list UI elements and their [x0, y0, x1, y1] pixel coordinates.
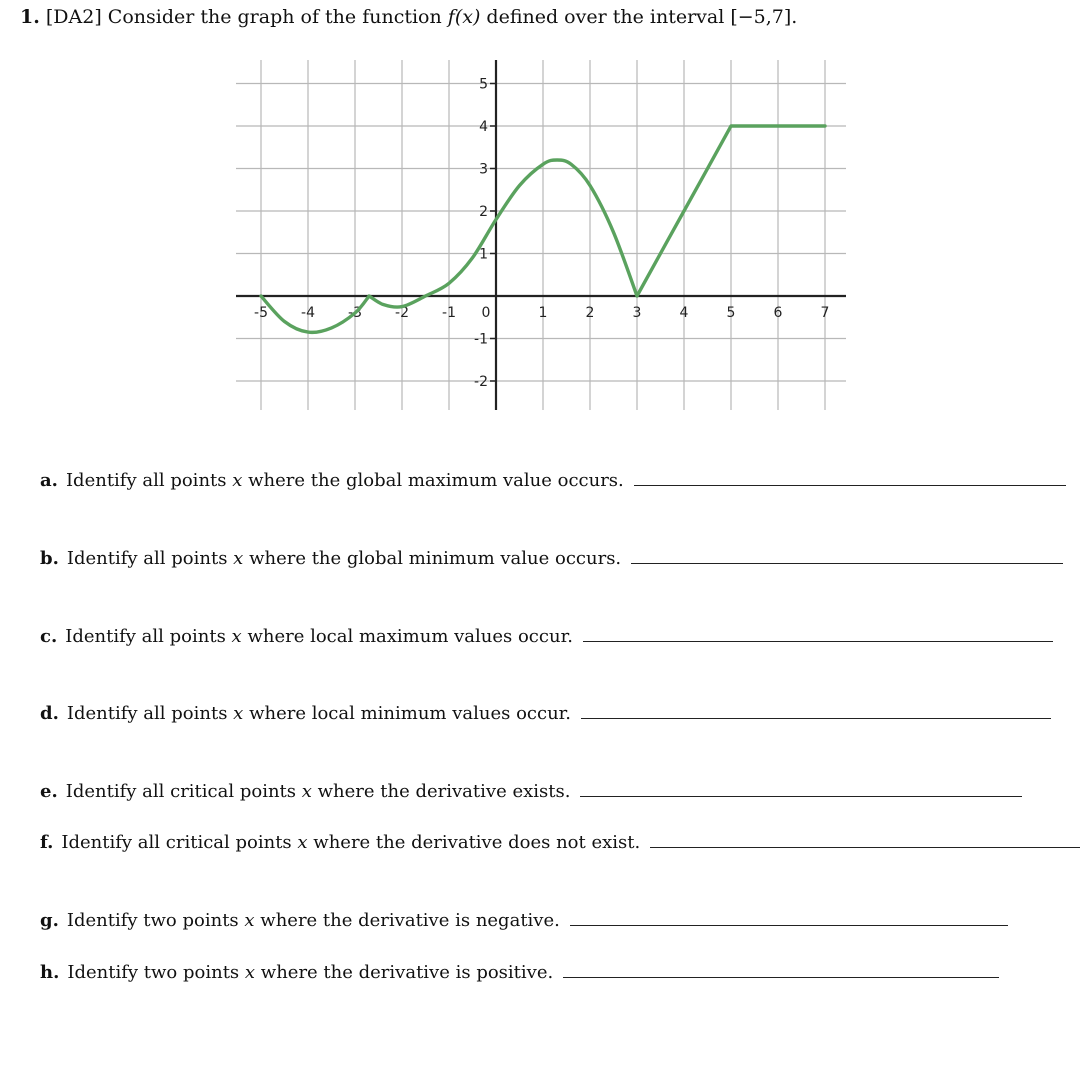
question-text: Identify all points: [65, 470, 227, 491]
question-text: Identify all points: [65, 626, 226, 647]
x-tick-label: 2: [585, 305, 595, 321]
question-text: Identify all critical points: [61, 832, 292, 853]
question-text: Identify two points: [67, 962, 240, 983]
question-text: Identify two points: [66, 910, 239, 931]
question-letter: a.: [40, 470, 58, 491]
question-text: where the derivative is positive.: [260, 962, 554, 983]
x-tick-label: 7: [820, 305, 830, 321]
problem-number: 1.: [20, 6, 40, 28]
question-text: Identify all points: [66, 548, 228, 569]
y-tick-label: 3: [479, 161, 488, 178]
answer-blank-b[interactable]: [631, 562, 1063, 564]
answer-blank-a[interactable]: [634, 484, 1066, 486]
x-tick-label: -2: [395, 305, 409, 321]
question-text: Identify all critical points: [65, 781, 297, 802]
x-tick-label: -1: [442, 305, 456, 321]
question-b: [40, 548, 1063, 569]
answer-blank-d[interactable]: [581, 717, 1051, 719]
x-tick-label: -4: [301, 305, 315, 321]
question-text: where the derivative does not exist.: [313, 832, 641, 853]
x-tick-label: 4: [679, 305, 689, 321]
answer-blank-g[interactable]: [570, 924, 1008, 926]
question-text: where local minimum values occur.: [249, 703, 572, 724]
x-tick-label: 0: [481, 305, 491, 321]
answer-blank-c[interactable]: [583, 640, 1053, 642]
x-tick-label: 6: [773, 305, 783, 321]
question-letter: h.: [40, 962, 60, 983]
question-h: [40, 962, 999, 983]
question-letter: f.: [40, 832, 54, 853]
question-letter: g.: [40, 910, 59, 931]
y-tick-label: -2: [474, 374, 488, 390]
question-e: [40, 781, 1022, 802]
question-var: x: [244, 962, 256, 983]
question-text: where the global minimum value occurs.: [249, 548, 622, 569]
question-var: x: [232, 470, 243, 491]
question-letter: d.: [40, 703, 59, 724]
y-tick-label: -1: [474, 331, 488, 348]
x-tick-label: -5: [254, 305, 268, 321]
x-tick-label: -3: [348, 305, 362, 321]
x-tick-label: 1: [538, 305, 548, 321]
question-letter: e.: [40, 781, 58, 802]
question-var: x: [233, 548, 244, 569]
header-text-after: defined over the interval: [486, 6, 725, 28]
y-tick-label: 4: [479, 119, 488, 135]
question-c: [40, 626, 1053, 647]
question-a: [40, 470, 1066, 491]
question-g: [40, 910, 1008, 931]
interval: [−5,7].: [730, 6, 798, 28]
y-tick-label: 5: [479, 76, 488, 93]
question-text: Identify all points: [66, 703, 228, 724]
y-tick-label: 1: [479, 246, 488, 263]
question-text: where the derivative exists.: [317, 781, 571, 802]
question-var: x: [301, 781, 312, 802]
question-text: where the global maximum value occurs.: [248, 470, 624, 491]
question-var: x: [244, 910, 255, 931]
question-d: [40, 703, 1051, 724]
x-tick-label: 3: [632, 305, 642, 321]
question-f: [40, 832, 1080, 853]
function-graph: [0, 0, 1080, 440]
question-var: x: [297, 832, 308, 853]
question-letter: b.: [40, 548, 59, 569]
answer-blank-h[interactable]: [563, 976, 999, 978]
header-text-before: [DA2] Consider the graph of the function: [45, 6, 442, 28]
question-var: x: [231, 626, 242, 647]
question-letter: c.: [40, 626, 58, 647]
question-var: x: [233, 703, 244, 724]
x-tick-label: 5: [726, 305, 736, 321]
function-name: f(x): [447, 6, 481, 28]
question-text: where the derivative is negative.: [260, 910, 560, 931]
answer-blank-f[interactable]: [650, 846, 1080, 848]
y-tick-label: 2: [479, 204, 488, 220]
question-text: where local maximum values occur.: [247, 626, 573, 647]
answer-blank-e[interactable]: [580, 795, 1022, 797]
